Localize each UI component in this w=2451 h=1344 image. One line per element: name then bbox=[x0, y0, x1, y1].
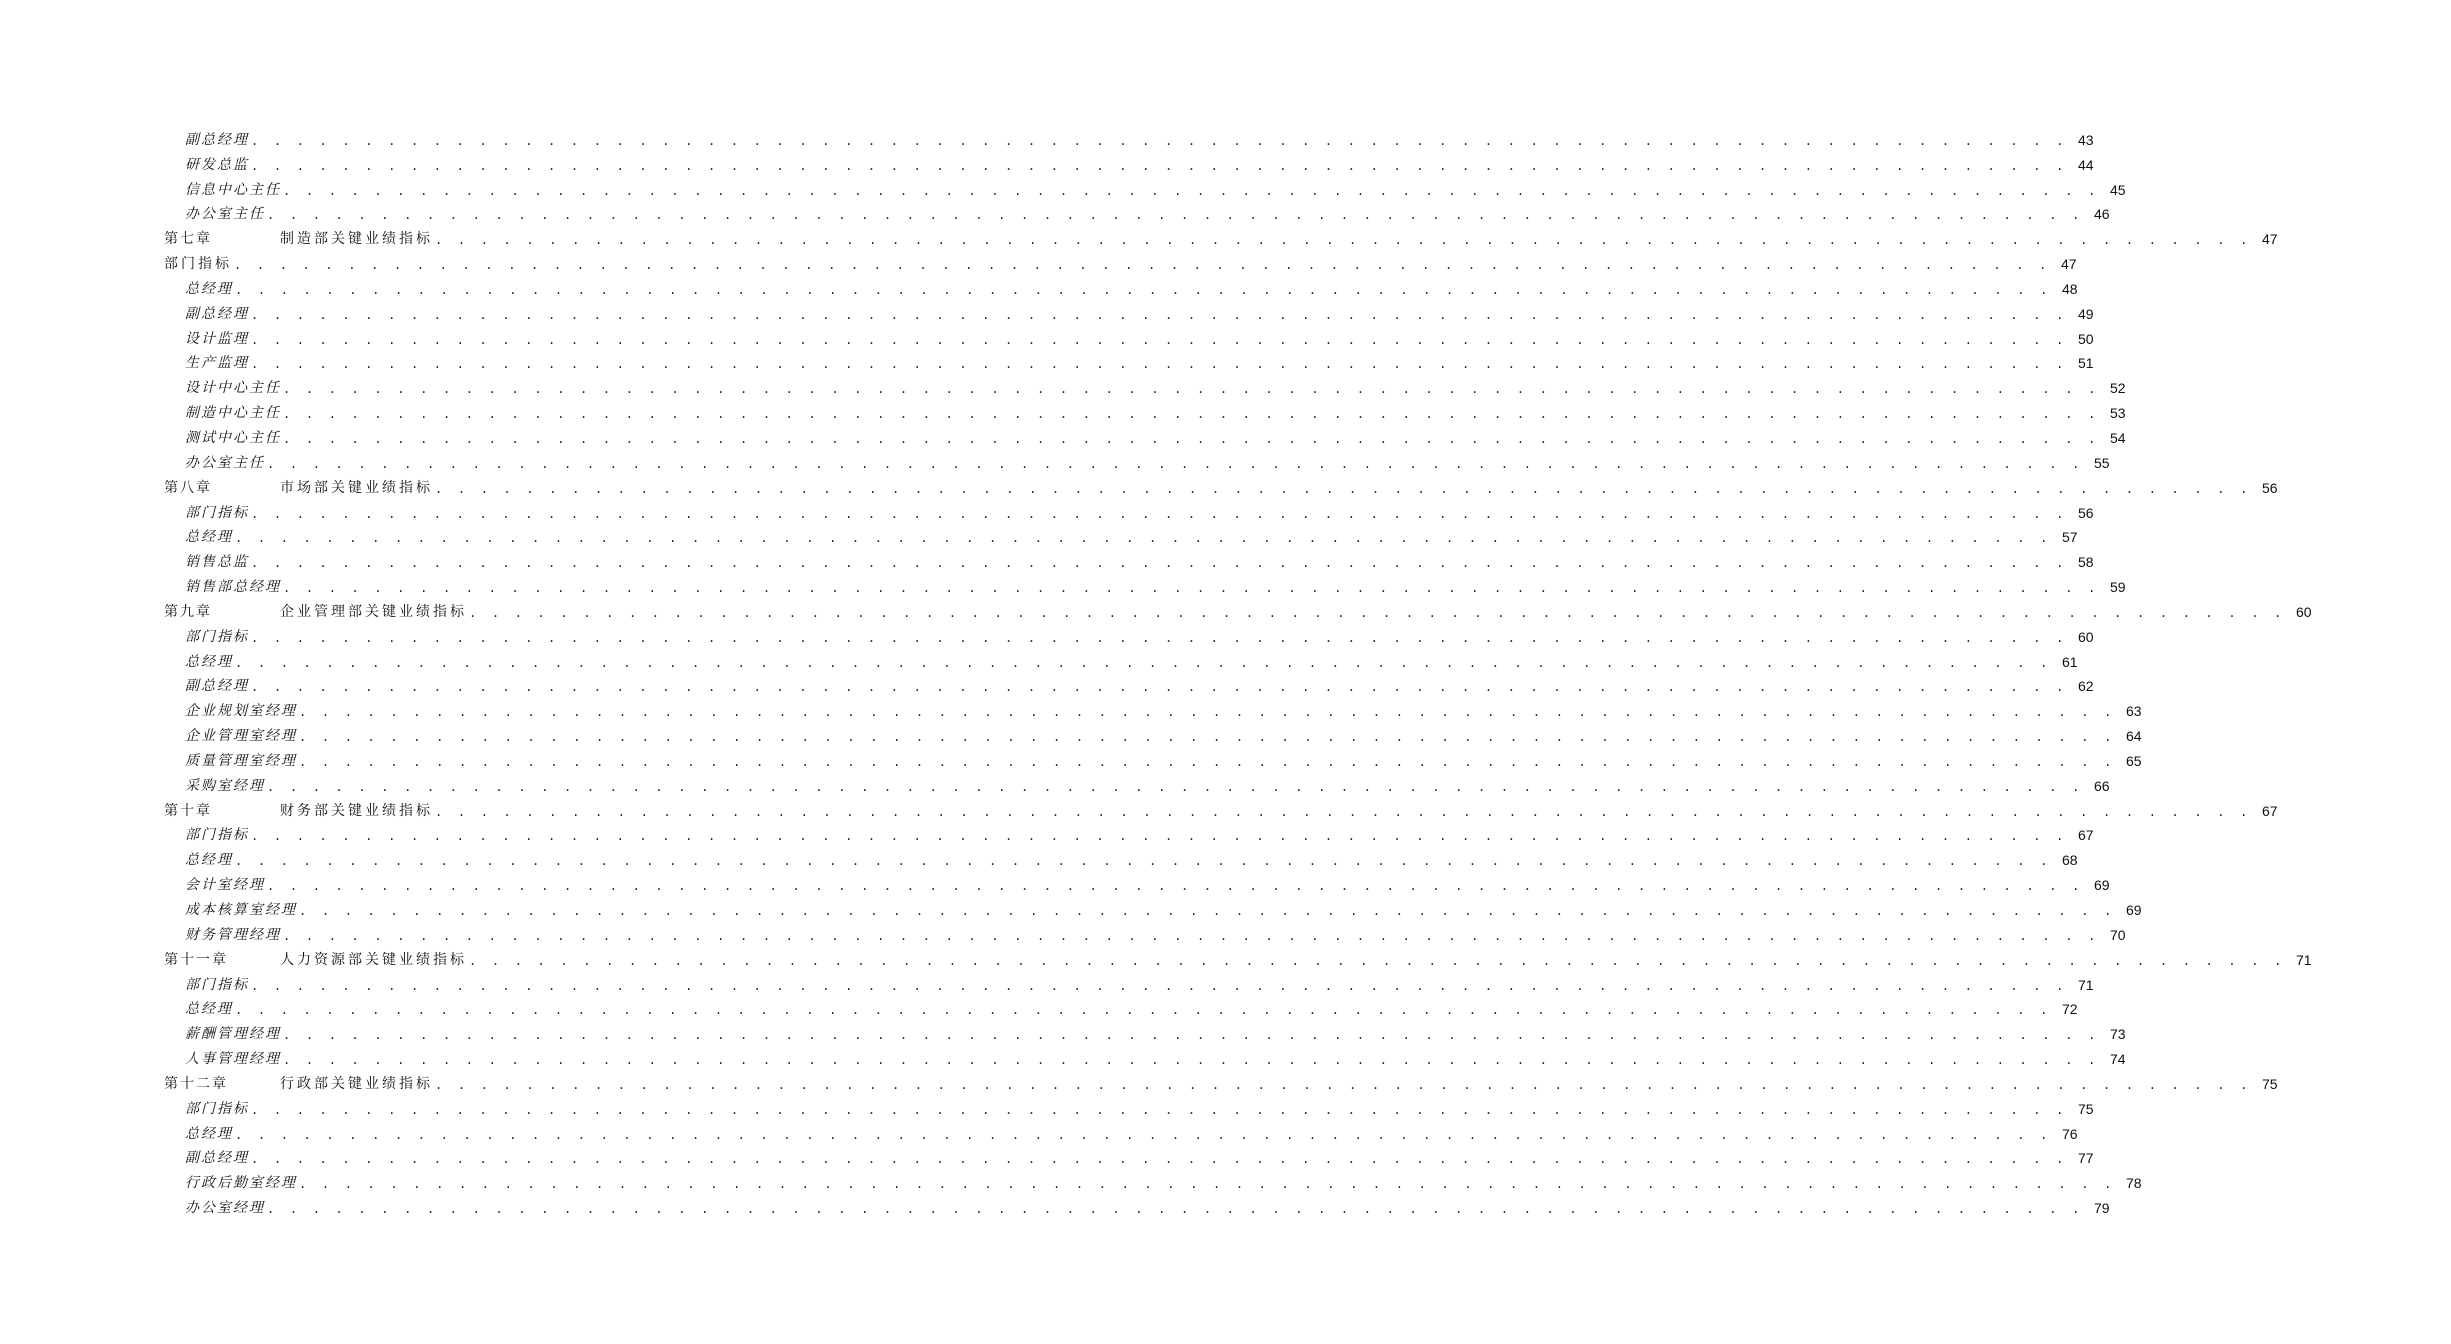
toc-page-number: 59 bbox=[2109, 579, 2126, 596]
toc-entry[interactable] bbox=[0, 149, 2094, 174]
toc-chapter-number: 第十一章 bbox=[164, 951, 228, 968]
toc-entry[interactable] bbox=[0, 522, 2078, 547]
toc-page-cell bbox=[2068, 354, 2233, 372]
toc-entry[interactable] bbox=[0, 472, 2278, 497]
toc-page-number: 56 bbox=[2077, 504, 2094, 521]
toc-entry-label bbox=[0, 379, 281, 397]
toc-entry-title: 测试中心主任 bbox=[185, 429, 281, 446]
toc-entry[interactable] bbox=[0, 1167, 2142, 1192]
toc-dot-leader: . . . . . . . . . . . . . . . . . . . . . . . . . . . . . . . . . . . . . . . . . . . . . . . . . . . . . . . . . . . . . . . . . . . . . . . . . . . . . . . . bbox=[251, 158, 2068, 173]
toc-page-cell bbox=[2068, 553, 2233, 571]
toc-entry-label bbox=[0, 131, 249, 149]
toc-page-number: 51 bbox=[2077, 355, 2094, 372]
toc-chapter-number: 第九章 bbox=[164, 603, 212, 620]
toc-entry-label bbox=[0, 230, 433, 248]
toc-page-number: 43 bbox=[2077, 131, 2094, 148]
toc-dot-leader: . . . . . . . . . . . . . . . . . . . . . . . . . . . . . . . . . . . . . . . . . . . . . . . . . . . . . . . . . . . . . . . . . . . . . . . . . . . . . . . . bbox=[469, 953, 2286, 968]
toc-dot-leader: . . . . . . . . . . . . . . . . . . . . . . . . . . . . . . . . . . . . . . . . . . . . . . . . . . . . . . . . . . . . . . . . . . . . . . . . . . . . . . . . bbox=[435, 804, 2252, 819]
toc-dot-leader: . . . . . . . . . . . . . . . . . . . . . . . . . . . . . . . . . . . . . . . . . . . . . . . . . . . . . . . . . . . . . . . . . . . . . . . . . . . . . . . . bbox=[283, 928, 2100, 943]
toc-dot-leader: . . . . . . . . . . . . . . . . . . . . . . . . . . . . . . . . . . . . . . . . . . . . . . . . . . . . . . . . . . . . . . . . . . . . . . . . . . . . . . . . bbox=[283, 581, 2100, 596]
toc-chapter-number: 第十章 bbox=[164, 802, 212, 819]
toc-page-cell bbox=[2116, 752, 2281, 770]
toc-dot-leader: . . . . . . . . . . . . . . . . . . . . . . . . . . . . . . . . . . . . . . . . . . . . . . . . . . . . . . . . . . . . . . . . . . . . . . . . . . . . . . . . bbox=[283, 1053, 2100, 1068]
toc-entry-label bbox=[0, 802, 433, 820]
toc-entry[interactable] bbox=[0, 994, 2078, 1019]
toc-page-cell bbox=[2252, 230, 2417, 248]
toc-entry-label bbox=[0, 926, 281, 944]
toc-entry-title: 制造中心主任 bbox=[185, 405, 281, 422]
toc-page-cell bbox=[2052, 851, 2217, 869]
toc-dot-leader: . . . . . . . . . . . . . . . . . . . . . . . . . . . . . . . . . . . . . . . . . . . . . . . . . . . . . . . . . . . . . . . . . . . . . . . . . . . . . . . . bbox=[469, 605, 2286, 620]
toc-page-cell bbox=[2116, 1174, 2281, 1192]
toc-entry[interactable] bbox=[0, 298, 2094, 323]
toc-entry-label bbox=[0, 702, 297, 720]
toc-entry[interactable] bbox=[0, 844, 2078, 869]
toc-entry-title: 企业管理室经理 bbox=[185, 728, 297, 745]
toc-page-number: 45 bbox=[2109, 181, 2126, 198]
toc-page-number: 74 bbox=[2109, 1051, 2126, 1068]
toc-page-number: 47 bbox=[2261, 231, 2278, 248]
toc-page-number: 73 bbox=[2109, 1026, 2126, 1043]
toc-entry[interactable] bbox=[0, 397, 2126, 422]
toc-page-cell bbox=[2068, 330, 2233, 348]
toc-dot-leader: . . . . . . . . . . . . . . . . . . . . . . . . . . . . . . . . . . . . . . . . . . . . . . . . . . . . . . . . . . . . . . . . . . . . . . . . . . . . . . . . bbox=[299, 904, 2116, 918]
toc-dot-leader: . . . . . . . . . . . . . . . . . . . . . . . . . . . . . . . . . . . . . . . . . . . . . . . . . . . . . . . . . . . . . . . . . . . . . . . . . . . . . . . . bbox=[251, 556, 2068, 571]
toc-dot-leader: . . . . . . . . . . . . . . . . . . . . . . . . . . . . . . . . . . . . . . . . . . . . . . . . . . . . . . . . . . . . . . . . . . . . . . . . . . . . . . . . bbox=[235, 1127, 2052, 1142]
toc-entry-title: 人事管理经理 bbox=[185, 1051, 281, 1068]
toc-page-number: 75 bbox=[2077, 1100, 2094, 1117]
toc-entry-label bbox=[0, 429, 281, 447]
toc-dot-leader: . . . . . . . . . . . . . . . . . . . . . . . . . . . . . . . . . . . . . . . . . . . . . . . . . . . . . . . . . . . . . . . . . . . . . . . . . . . . . . . . bbox=[267, 208, 2084, 223]
toc-dot-leader: . . . . . . . . . . . . . . . . . . . . . . . . . . . . . . . . . . . . . . . . . . . . . . . . . . . . . . . . . . . . . . . . . . . . . . . . . . . . . . . . bbox=[435, 233, 2252, 248]
toc-entry-title: 市场部关键业绩指标 bbox=[280, 479, 433, 496]
toc-dot-leader: . . . . . . . . . . . . . . . . . . . . . . . . . . . . . . . . . . . . . . . . . . . . . . . . . . . . . . . . . . . . . . . . . . . . . . . . . . . . . . . . bbox=[283, 407, 2100, 422]
toc-entry-label bbox=[0, 280, 233, 298]
toc-page-cell bbox=[2116, 727, 2281, 745]
toc-entry[interactable] bbox=[0, 447, 2110, 472]
toc-page-cell bbox=[2068, 677, 2233, 695]
toc-entry-label bbox=[0, 1075, 433, 1093]
toc-page-number: 65 bbox=[2125, 752, 2142, 769]
toc-entry[interactable] bbox=[0, 174, 2126, 199]
toc-entry-label bbox=[0, 1174, 297, 1192]
toc-dot-leader: . . . . . . . . . . . . . . . . . . . . . . . . . . . . . . . . . . . . . . . . . . . . . . . . . . . . . . . . . . . . . . . . . . . . . . . . . . . . . . . . bbox=[251, 1152, 2068, 1167]
toc-dot-leader: . . . . . . . . . . . . . . . . . . . . . . . . . . . . . . . . . . . . . . . . . . . . . . . . . . . . . . . . . . . . . . . . . . . . . . . . . . . . . . . . bbox=[235, 1003, 2052, 1018]
toc-entry[interactable] bbox=[0, 646, 2078, 671]
toc-page-cell bbox=[2068, 628, 2233, 646]
toc-page-cell bbox=[2286, 603, 2451, 621]
toc-entry[interactable] bbox=[0, 671, 2094, 696]
toc-dot-leader: . . . . . . . . . . . . . . . . . . . . . . . . . . . . . . . . . . . . . . . . . . . . . . . . . . . . . . . . . . . . . . . . . . . . . . . . . . . . . . . . bbox=[299, 705, 2116, 720]
toc-page-number: 77 bbox=[2077, 1150, 2094, 1167]
toc-dot-leader: . . . . . . . . . . . . . . . . . . . . . . . . . . . . . . . . . . . . . . . . . . . . . . . . . . . . . . . . . . . . . . . . . . . . . . . . . . . . . . . . bbox=[283, 382, 2100, 397]
toc-entry[interactable] bbox=[0, 969, 2094, 994]
toc-entry-title: 研发总监 bbox=[185, 156, 249, 173]
toc-page-number: 71 bbox=[2295, 951, 2312, 968]
toc-page-cell bbox=[2100, 578, 2265, 596]
toc-entry-title: 企业管理部关键业绩指标 bbox=[280, 603, 467, 620]
toc-entry[interactable] bbox=[0, 695, 2142, 720]
toc-page-cell bbox=[2052, 1125, 2217, 1143]
toc-dot-leader: . . . . . . . . . . . . . . . . . . . . . . . . . . . . . . . . . . . . . . . . . . . . . . . . . . . . . . . . . . . . . . . . . . . . . . . . . . . . . . . . bbox=[235, 531, 2052, 546]
toc-entry-title: 办公室主任 bbox=[185, 206, 265, 223]
toc-dot-leader: . . . . . . . . . . . . . . . . . . . . . . . . . . . . . . . . . . . . . . . . . . . . . . . . . . . . . . . . . . . . . . . . . . . . . . . . . . . . . . . . bbox=[235, 282, 2052, 297]
toc-entry-title: 人力资源部关键业绩指标 bbox=[280, 951, 467, 968]
toc-page-cell bbox=[2084, 1199, 2249, 1217]
toc-dot-leader: . . . . . . . . . . . . . . . . . . . . . . . . . . . . . . . . . . . . . . . . . . . . . . . . . . . . . . . . . . . . . . . . . . . . . . . . . . . . . . . . bbox=[299, 754, 2116, 769]
toc-page-number: 70 bbox=[2109, 926, 2126, 943]
toc-page-number: 49 bbox=[2077, 305, 2094, 322]
toc-entry[interactable] bbox=[0, 1093, 2094, 1118]
toc-entry-label bbox=[0, 528, 233, 546]
toc-entry-title: 采购室经理 bbox=[185, 777, 265, 794]
toc-page-cell bbox=[2100, 926, 2265, 944]
toc-entry-title: 总经理 bbox=[185, 1125, 233, 1142]
toc-dot-leader: . . . . . . . . . . . . . . . . . . . . . . . . . . . . . . . . . . . . . . . . . . . . . . . . . . . . . . . . . . . . . . . . . . . . . . . . . . . . . . . . bbox=[251, 307, 2068, 322]
toc-entry-title: 总经理 bbox=[185, 1001, 233, 1018]
toc-dot-leader: . . . . . . . . . . . . . . . . . . . . . . . . . . . . . . . . . . . . . . . . . . . . . . . . . . . . . . . . . . . . . . . . . . . . . . . . . . . . . . . . bbox=[267, 879, 2084, 894]
toc-entry-label bbox=[0, 404, 281, 422]
toc-entry-title: 副总经理 bbox=[185, 305, 249, 322]
toc-dot-leader: . . . . . . . . . . . . . . . . . . . . . . . . . . . . . . . . . . . . . . . . . . . . . . . . . . . . . . . . . . . . . . . . . . . . . . . . . . . . . . . . bbox=[251, 357, 2068, 372]
toc-entry-label bbox=[0, 752, 297, 770]
toc-dot-leader: . . . . . . . . . . . . . . . . . . . . . . . . . . . . . . . . . . . . . . . . . . . . . . . . . . . . . . . . . . . . . . . . . . . . . . . . . . . . . . . . bbox=[251, 680, 2068, 695]
toc-page-cell bbox=[2084, 876, 2249, 894]
toc-entry-label bbox=[0, 653, 233, 671]
toc-entry[interactable] bbox=[0, 1143, 2094, 1168]
toc-dot-leader: . . . . . . . . . . . . . . . . . . . . . . . . . . . . . . . . . . . . . . . . . . . . . . . . . . . . . . . . . . . . . . . . . . . . . . . . . . . . . . . . bbox=[251, 978, 2068, 993]
toc-page-number: 71 bbox=[2077, 976, 2094, 993]
toc-dot-leader: . . . . . . . . . . . . . . . . . . . . . . . . . . . . . . . . . . . . . . . . . . . . . . . . . . . . . . . . . . . . . . . . . . . . . . . . . . . . . . . . bbox=[299, 730, 2116, 745]
toc-dot-leader: . . . . . . . . . . . . . . . . . . . . . . . . . . . . . . . . . . . . . . . . . . . . . . . . . . . . . . . . . . . . . . . . . . . . . . . . . . . . . . . . bbox=[283, 1028, 2100, 1043]
toc-page-cell bbox=[2100, 181, 2265, 199]
toc-entry-label bbox=[0, 1000, 233, 1018]
toc-entry[interactable] bbox=[0, 248, 2077, 273]
toc-entry-title: 制造部关键业绩指标 bbox=[280, 231, 433, 248]
toc-page-number: 53 bbox=[2109, 405, 2126, 422]
toc-page-number: 52 bbox=[2109, 380, 2126, 397]
toc-dot-leader: . . . . . . . . . . . . . . . . . . . . . . . . . . . . . . . . . . . . . . . . . . . . . . . . . . . . . . . . . . . . . . . . . . . . . . . . . . . . . . . . bbox=[234, 258, 2051, 273]
toc-entry-title: 部门指标 bbox=[185, 827, 249, 844]
toc-page-number: 69 bbox=[2125, 902, 2142, 918]
toc-entry-title: 副总经理 bbox=[185, 131, 249, 148]
toc-page-number: 68 bbox=[2061, 852, 2078, 869]
toc-dot-leader: . . . . . . . . . . . . . . . . . . . . . . . . . . . . . . . . . . . . . . . . . . . . . . . . . . . . . . . . . . . . . . . . . . . . . . . . . . . . . . . . bbox=[435, 1077, 2252, 1092]
toc-page-number: 66 bbox=[2093, 777, 2110, 794]
toc-entry[interactable] bbox=[0, 720, 2142, 745]
toc-dot-leader: . . . . . . . . . . . . . . . . . . . . . . . . . . . . . . . . . . . . . . . . . . . . . . . . . . . . . . . . . . . . . . . . . . . . . . . . . . . . . . . . bbox=[235, 655, 2052, 670]
toc-page-cell bbox=[2252, 479, 2417, 497]
toc-dot-leader: . . . . . . . . . . . . . . . . . . . . . . . . . . . . . . . . . . . . . . . . . . . . . . . . . . . . . . . . . . . . . . . . . . . . . . . . . . . . . . . . bbox=[267, 779, 2084, 794]
toc-entry-title: 薪酬管理经理 bbox=[185, 1026, 281, 1043]
toc-page-cell bbox=[2068, 504, 2233, 522]
toc-dot-leader: . . . . . . . . . . . . . . . . . . . . . . . . . . . . . . . . . . . . . . . . . . . . . . . . . . . . . . . . . . . . . . . . . . . . . . . . . . . . . . . . bbox=[251, 133, 2068, 148]
toc-entry-label bbox=[0, 628, 249, 646]
toc-page-number: 56 bbox=[2261, 479, 2278, 496]
toc-page-number: 55 bbox=[2093, 454, 2110, 471]
toc-entry-label bbox=[0, 951, 467, 969]
toc-entry-title: 销售部总经理 bbox=[185, 579, 281, 596]
toc-entry[interactable] bbox=[0, 124, 2094, 149]
toc-page-cell bbox=[2084, 205, 2249, 223]
toc-entry[interactable] bbox=[0, 1192, 2110, 1217]
toc-entry-title: 办公室主任 bbox=[185, 454, 265, 471]
toc-entry-label bbox=[0, 330, 249, 348]
toc-entry-label bbox=[0, 901, 297, 919]
toc-entry[interactable] bbox=[0, 919, 2126, 944]
toc-dot-leader: . . . . . . . . . . . . . . . . . . . . . . . . . . . . . . . . . . . . . . . . . . . . . . . . . . . . . . . . . . . . . . . . . . . . . . . . . . . . . . . . bbox=[251, 630, 2068, 645]
toc-page-number: 72 bbox=[2061, 1001, 2078, 1018]
toc-chapter-number: 第十二章 bbox=[164, 1075, 228, 1092]
toc-entry[interactable] bbox=[0, 745, 2142, 770]
toc-entry[interactable] bbox=[0, 1018, 2126, 1043]
toc-page-number: 60 bbox=[2295, 603, 2312, 620]
toc-entry[interactable] bbox=[0, 820, 2094, 845]
toc-entry-title: 部门指标 bbox=[185, 976, 249, 993]
toc-entry[interactable] bbox=[0, 795, 2278, 820]
toc-entry-label bbox=[0, 826, 249, 844]
toc-entry-title: 总经理 bbox=[185, 852, 233, 869]
toc-page-cell bbox=[2068, 1149, 2233, 1167]
toc-entry-title: 总经理 bbox=[185, 280, 233, 297]
toc-entry[interactable] bbox=[0, 422, 2126, 447]
toc-entry-label bbox=[0, 578, 281, 596]
toc-page-cell bbox=[2052, 280, 2217, 298]
toc-entry-label bbox=[0, 553, 249, 571]
toc-entry-title: 副总经理 bbox=[185, 1150, 249, 1167]
toc-page-number: 50 bbox=[2077, 330, 2094, 347]
toc-entry-title: 部门指标 bbox=[185, 1100, 249, 1117]
toc-page-number: 62 bbox=[2077, 678, 2094, 695]
toc-entry[interactable] bbox=[0, 348, 2094, 373]
toc-entry[interactable] bbox=[0, 571, 2126, 596]
toc-dot-leader: . . . . . . . . . . . . . . . . . . . . . . . . . . . . . . . . . . . . . . . . . . . . . . . . . . . . . . . . . . . . . . . . . . . . . . . . . . . . . . . . bbox=[267, 456, 2084, 471]
toc-page-number: 67 bbox=[2261, 802, 2278, 819]
toc-dot-leader: . . . . . . . . . . . . . . . . . . . . . . . . . . . . . . . . . . . . . . . . . . . . . . . . . . . . . . . . . . . . . . . . . . . . . . . . . . . . . . . . bbox=[283, 183, 2100, 198]
toc-entry-label bbox=[0, 181, 281, 199]
toc-page-number: 78 bbox=[2125, 1175, 2142, 1192]
toc-entry-label bbox=[0, 777, 265, 795]
toc-entry-label bbox=[0, 1025, 281, 1043]
toc-entry-label bbox=[0, 504, 249, 522]
toc-page-number: 64 bbox=[2125, 728, 2142, 745]
toc-page-number: 67 bbox=[2077, 827, 2094, 844]
toc-entry[interactable] bbox=[0, 770, 2110, 795]
toc-page-number: 58 bbox=[2077, 554, 2094, 571]
toc-entry-title: 设计监理 bbox=[185, 330, 249, 347]
toc-page-cell bbox=[2100, 379, 2265, 397]
toc-dot-leader: . . . . . . . . . . . . . . . . . . . . . . . . . . . . . . . . . . . . . . . . . . . . . . . . . . . . . . . . . . . . . . . . . . . . . . . . . . . . . . . . bbox=[235, 854, 2052, 869]
toc-entry-label bbox=[0, 205, 265, 223]
toc-entry[interactable] bbox=[0, 546, 2094, 571]
toc-entry-title: 财务部关键业绩指标 bbox=[280, 802, 433, 819]
toc-entry-title: 总经理 bbox=[185, 653, 233, 670]
toc-dot-leader: . . . . . . . . . . . . . . . . . . . . . . . . . . . . . . . . . . . . . . . . . . . . . . . . . . . . . . . . . . . . . . . . . . . . . . . . . . . . . . . . bbox=[299, 1177, 2116, 1192]
toc-entry-label bbox=[0, 454, 265, 472]
toc-entry-title: 行政部关键业绩指标 bbox=[280, 1075, 433, 1092]
toc-page-cell bbox=[2252, 1075, 2417, 1093]
table-of-contents bbox=[0, 124, 2312, 1217]
toc-entry[interactable] bbox=[0, 596, 2312, 621]
toc-entry-title: 财务管理经理 bbox=[185, 926, 281, 943]
toc-entry[interactable] bbox=[0, 372, 2126, 397]
toc-page-cell bbox=[2252, 802, 2417, 820]
toc-page-cell bbox=[2052, 653, 2217, 671]
toc-chapter-number: 第七章 bbox=[164, 231, 212, 248]
toc-dot-leader: . . . . . . . . . . . . . . . . . . . . . . . . . . . . . . . . . . . . . . . . . . . . . . . . . . . . . . . . . . . . . . . . . . . . . . . . . . . . . . . . bbox=[251, 829, 2068, 844]
toc-page-number: 46 bbox=[2093, 206, 2110, 223]
toc-entry-label bbox=[0, 603, 467, 621]
toc-page-number: 60 bbox=[2077, 628, 2094, 645]
toc-page-number: 48 bbox=[2061, 280, 2078, 297]
toc-entry-label bbox=[0, 1125, 233, 1143]
toc-dot-leader: . . . . . . . . . . . . . . . . . . . . . . . . . . . . . . . . . . . . . . . . . . . . . . . . . . . . . . . . . . . . . . . . . . . . . . . . . . . . . . . . bbox=[267, 1202, 2084, 1217]
toc-page-number: 57 bbox=[2061, 529, 2078, 546]
toc-page-number: 75 bbox=[2261, 1075, 2278, 1092]
toc-entry[interactable] bbox=[0, 1043, 2126, 1068]
toc-page-number: 44 bbox=[2077, 156, 2094, 173]
toc-page-number: 79 bbox=[2093, 1200, 2110, 1217]
toc-chapter-number: 第八章 bbox=[164, 479, 212, 496]
toc-entry-title: 部门指标 bbox=[185, 504, 249, 521]
toc-page-cell bbox=[2068, 131, 2233, 149]
toc-entry-title: 副总经理 bbox=[185, 678, 249, 695]
toc-page-cell bbox=[2084, 777, 2249, 795]
toc-page-cell bbox=[2052, 528, 2217, 546]
toc-entry-title: 设计中心主任 bbox=[185, 380, 281, 397]
toc-entry[interactable] bbox=[0, 323, 2094, 348]
toc-dot-leader: . . . . . . . . . . . . . . . . . . . . . . . . . . . . . . . . . . . . . . . . . . . . . . . . . . . . . . . . . . . . . . . . . . . . . . . . . . . . . . . . bbox=[283, 431, 2100, 446]
toc-entry-label bbox=[0, 305, 249, 323]
toc-entry-title: 企业规划室经理 bbox=[185, 703, 297, 720]
toc-page-cell bbox=[2100, 429, 2265, 447]
toc-entry-label bbox=[0, 727, 297, 745]
toc-page-number: 61 bbox=[2061, 653, 2078, 670]
toc-page-cell bbox=[2084, 454, 2249, 472]
toc-page-cell bbox=[2068, 826, 2233, 844]
toc-entry[interactable] bbox=[0, 1118, 2078, 1143]
toc-dot-leader: . . . . . . . . . . . . . . . . . . . . . . . . . . . . . . . . . . . . . . . . . . . . . . . . . . . . . . . . . . . . . . . . . . . . . . . . . . . . . . . . bbox=[251, 1102, 2068, 1117]
toc-page-number: 69 bbox=[2093, 877, 2110, 894]
toc-page-cell bbox=[2100, 404, 2265, 422]
toc-entry-label bbox=[0, 876, 265, 894]
toc-entry-title: 部门指标 bbox=[164, 256, 232, 273]
toc-page-cell bbox=[2100, 1025, 2265, 1043]
toc-entry-title: 会计室经理 bbox=[185, 877, 265, 894]
toc-entry[interactable] bbox=[0, 621, 2094, 646]
toc-dot-leader: . . . . . . . . . . . . . . . . . . . . . . . . . . . . . . . . . . . . . . . . . . . . . . . . . . . . . . . . . . . . . . . . . . . . . . . . . . . . . . . . bbox=[251, 506, 2068, 521]
toc-entry[interactable] bbox=[0, 1068, 2278, 1093]
toc-entry-label bbox=[0, 1050, 281, 1068]
toc-entry[interactable] bbox=[0, 869, 2110, 894]
toc-page-cell bbox=[2051, 255, 2216, 273]
toc-dot-leader: . . . . . . . . . . . . . . . . . . . . . . . . . . . . . . . . . . . . . . . . . . . . . . . . . . . . . . . . . . . . . . . . . . . . . . . . . . . . . . . . bbox=[251, 332, 2068, 347]
toc-page-cell bbox=[2068, 156, 2233, 174]
toc-page-cell bbox=[2068, 1100, 2233, 1118]
toc-entry-label bbox=[0, 255, 232, 273]
toc-page-number: 63 bbox=[2125, 703, 2142, 720]
toc-entry-title: 质量管理室经理 bbox=[185, 752, 297, 769]
toc-page-number: 47 bbox=[2060, 256, 2077, 273]
toc-entry-label bbox=[0, 976, 249, 994]
toc-entry-title: 行政后勤室经理 bbox=[185, 1175, 297, 1192]
toc-page-cell bbox=[2052, 1000, 2217, 1018]
toc-page-cell bbox=[2100, 1050, 2265, 1068]
toc-entry-label bbox=[0, 479, 433, 497]
toc-page-cell bbox=[2068, 976, 2233, 994]
toc-entry-title: 部门指标 bbox=[185, 628, 249, 645]
toc-entry-label bbox=[0, 1149, 249, 1167]
toc-entry-label bbox=[0, 1100, 249, 1118]
toc-entry-label bbox=[0, 354, 249, 372]
toc-entry[interactable] bbox=[0, 497, 2094, 522]
toc-page-cell bbox=[2068, 305, 2233, 323]
toc-page-number: 54 bbox=[2109, 429, 2126, 446]
toc-page-number: 76 bbox=[2061, 1125, 2078, 1142]
toc-entry-title: 生产监理 bbox=[185, 355, 249, 372]
toc-page-cell bbox=[2116, 901, 2281, 919]
toc-entry-title: 信息中心主任 bbox=[185, 181, 281, 198]
toc-entry[interactable] bbox=[0, 944, 2312, 969]
toc-entry[interactable] bbox=[0, 199, 2110, 224]
toc-entry-label bbox=[0, 156, 249, 174]
toc-entry-label bbox=[0, 1199, 265, 1217]
toc-page-cell bbox=[2286, 951, 2451, 969]
toc-entry[interactable] bbox=[0, 894, 2142, 919]
toc-entry-title: 办公室经理 bbox=[185, 1200, 265, 1217]
toc-dot-leader: . . . . . . . . . . . . . . . . . . . . . . . . . . . . . . . . . . . . . . . . . . . . . . . . . . . . . . . . . . . . . . . . . . . . . . . . . . . . . . . . bbox=[435, 481, 2252, 496]
toc-entry-title: 成本核算室经理 bbox=[185, 902, 297, 918]
toc-entry-title: 销售总监 bbox=[185, 554, 249, 571]
toc-entry-title: 总经理 bbox=[185, 529, 233, 546]
toc-entry-label bbox=[0, 851, 233, 869]
toc-entry-label bbox=[0, 677, 249, 695]
toc-page-cell bbox=[2116, 702, 2281, 720]
toc-entry[interactable] bbox=[0, 223, 2278, 248]
toc-entry[interactable] bbox=[0, 273, 2078, 298]
